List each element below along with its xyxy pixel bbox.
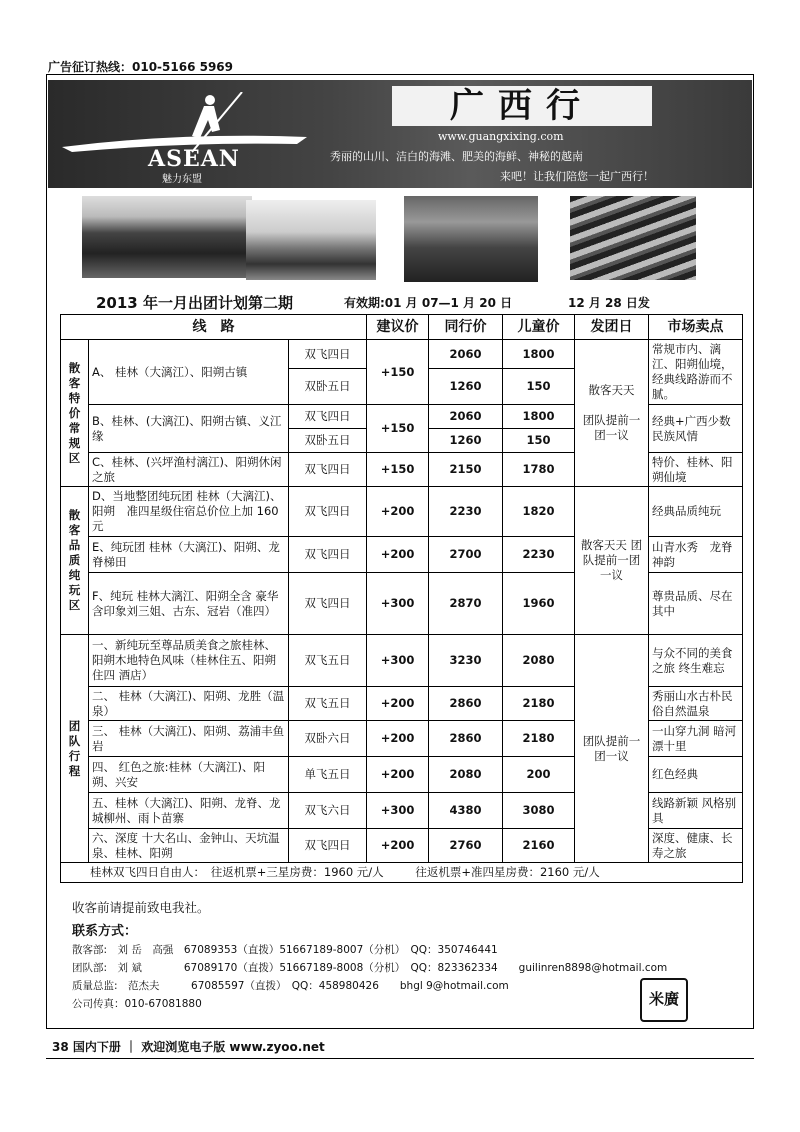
transport: 双飞四日 <box>289 340 367 369</box>
peer-price: 4380 <box>429 793 503 829</box>
header-peer: 同行价 <box>429 315 503 340</box>
selling-point: 山青水秀 龙脊神韵 <box>649 537 743 573</box>
route: 四、 红色之旅:桂林（大漓江)、阳朔、兴安 <box>89 757 289 793</box>
child-price: 2230 <box>503 537 575 573</box>
transport: 双飞四日 <box>289 405 367 429</box>
table-footer-row <box>61 863 743 883</box>
contact-title: 联系方式： <box>72 924 138 939</box>
suggested-price: +150 <box>367 340 429 405</box>
photo-rice-terraces <box>570 196 696 280</box>
photo-bamboo-raft <box>404 196 538 282</box>
transport: 单飞五日 <box>289 757 367 793</box>
hotline: 广告征订热线：010-5166 5969 <box>48 60 234 74</box>
header-selling: 市场卖点 <box>649 315 743 340</box>
table-row <box>61 487 743 537</box>
selling-point: 特价、桂林、阳朔仙境 <box>649 453 743 487</box>
header-route: 线 路 <box>61 315 367 340</box>
brand-asean: ASEAN <box>148 146 240 172</box>
transport: 双飞六日 <box>289 793 367 829</box>
suggested-price: +200 <box>367 687 429 721</box>
suggested-price: +200 <box>367 487 429 537</box>
suggested-price: +200 <box>367 721 429 757</box>
suggested-price: +300 <box>367 635 429 687</box>
banner-slogan: 来吧！让我们陪您一起广西行！ <box>500 170 654 183</box>
transport: 双飞四日 <box>289 829 367 863</box>
peer-price: 2060 <box>429 405 503 429</box>
child-price: 2180 <box>503 721 575 757</box>
peer-price: 2860 <box>429 721 503 757</box>
contact-line-quality[interactable]: 质量总监: 范杰夫 67085597（直拨） QQ：458980426 bhgl 9@hotmail.com <box>72 980 509 992</box>
peer-price: 1260 <box>429 429 503 453</box>
banner-slogan: 秀丽的山川、洁白的海滩、肥美的海鲜、神秘的越南 <box>330 150 583 163</box>
header-depart: 发团日 <box>575 315 649 340</box>
selling-point: 常规市内、漓江、阳朔仙境，经典线路游而不腻。 <box>649 340 743 405</box>
child-price: 2180 <box>503 687 575 721</box>
transport: 双卧五日 <box>289 369 367 405</box>
suggested-price: +200 <box>367 757 429 793</box>
suggested-price: +200 <box>367 829 429 863</box>
valid-period: 有效期:01 月 07—1 月 20 日 <box>344 296 513 310</box>
route: D、当地整团纯玩团 桂林（大漓江)、阳朔 准四星级住宿总价位上加 160 元 <box>89 487 289 537</box>
transport: 双卧六日 <box>289 721 367 757</box>
issue-date: 12 月 28 日发 <box>568 296 650 310</box>
banner-url[interactable]: www.guangxixing.com <box>438 130 564 143</box>
footer-divider <box>46 1058 754 1059</box>
child-price: 1800 <box>503 405 575 429</box>
table-header <box>61 315 743 340</box>
child-price: 1820 <box>503 487 575 537</box>
selling-point: 秀丽山水古朴民俗自然温泉 <box>649 687 743 721</box>
header-child: 儿童价 <box>503 315 575 340</box>
free-traveler-3star: 桂林双飞四日自由人： 往返机票+三星房费：1960 元/人 <box>90 865 384 879</box>
peer-price: 2760 <box>429 829 503 863</box>
peer-price: 3230 <box>429 635 503 687</box>
category-scatter: 散 客 特 价 常 规 区 <box>61 340 89 487</box>
free-traveler-note <box>61 863 743 883</box>
route: 三、 桂林（大漓江)、阳朔、荔浦丰鱼岩 <box>89 721 289 757</box>
depart-day: 散客天天 团队提前一团一议 <box>575 487 649 635</box>
route: A、 桂林（大漓江）、阳朔古镇 <box>89 340 289 405</box>
selling-point: 与众不同的美食之旅 终生难忘 <box>649 635 743 687</box>
tour-price-table <box>60 314 743 883</box>
selling-point: 经典品质纯玩 <box>649 487 743 537</box>
route: E、纯玩团 桂林（大漓江)、阳朔、龙脊梯田 <box>89 537 289 573</box>
suggested-price: +200 <box>367 537 429 573</box>
plan-title: 2013 年一月出团计划第二期 <box>96 294 293 312</box>
peer-price: 2060 <box>429 340 503 369</box>
table-row <box>61 340 743 369</box>
category-group: 团 队 行 程 <box>61 635 89 863</box>
transport: 双飞五日 <box>289 687 367 721</box>
selling-point: 红色经典 <box>649 757 743 793</box>
contact-line-individual: 散客部: 刘 岳 高强 67089353（直拨）51667189-8007（分机） QQ：350746441 <box>72 944 498 956</box>
peer-price: 1260 <box>429 369 503 405</box>
photo-elephant-hill <box>82 196 252 278</box>
child-price: 150 <box>503 369 575 405</box>
child-price: 1780 <box>503 453 575 487</box>
route: 一、新纯玩至尊品质美食之旅桂林、阳朔木地特色风味（桂林住五、阳朔住四 酒店） <box>89 635 289 687</box>
route: B、桂林、(大漓江)、阳朔古镇、义江缘 <box>89 405 289 453</box>
depart-day: 团队提前一团一议 <box>575 635 649 863</box>
child-price: 150 <box>503 429 575 453</box>
suggested-price: +150 <box>367 453 429 487</box>
transport: 双飞五日 <box>289 635 367 687</box>
selling-point: 经典+广西少数民族风情 <box>649 405 743 453</box>
route: 五、桂林（大漓江)、阳朔、龙脊、龙城柳州、雨卜苗寨 <box>89 793 289 829</box>
header-suggested: 建议价 <box>367 315 429 340</box>
transport: 双飞四日 <box>289 537 367 573</box>
transport: 双飞四日 <box>289 453 367 487</box>
transport: 双卧五日 <box>289 429 367 453</box>
peer-price: 2870 <box>429 573 503 635</box>
brand-subtitle: 魅力东盟 <box>162 174 202 185</box>
child-price: 1800 <box>503 340 575 369</box>
peer-price: 2150 <box>429 453 503 487</box>
selling-point: 尊贵品质、尽在其中 <box>649 573 743 635</box>
peer-price: 2860 <box>429 687 503 721</box>
child-price: 200 <box>503 757 575 793</box>
peer-price: 2080 <box>429 757 503 793</box>
suggested-price: +150 <box>367 405 429 453</box>
route: 二、 桂林（大漓江)、阳朔、龙胜（温泉） <box>89 687 289 721</box>
transport: 双飞四日 <box>289 573 367 635</box>
route: F、纯玩 桂林大漓江、阳朔全含 豪华含印象刘三姐、古东、冠岩（准四） <box>89 573 289 635</box>
peer-price: 2700 <box>429 537 503 573</box>
suggested-price: +300 <box>367 793 429 829</box>
selling-point: 线路新颖 风格别具 <box>649 793 743 829</box>
banner-title: 广西行 <box>392 86 652 126</box>
contact-line-fax: 公司传真：010-67081880 <box>72 998 202 1010</box>
child-price: 2080 <box>503 635 575 687</box>
child-price: 1960 <box>503 573 575 635</box>
selling-point: 一山穿九洞 暗河漂十里 <box>649 721 743 757</box>
route: 六、深度 十大名山、金钟山、天坑温泉、桂林、阳朔 <box>89 829 289 863</box>
transport: 双飞四日 <box>289 487 367 537</box>
page-footer: 38 国内下册 ｜ 欢迎浏览电子版 www.zyoo.net <box>52 1040 325 1054</box>
table-row <box>61 635 743 687</box>
selling-point: 深度、健康、长寿之旅 <box>649 829 743 863</box>
category-quality: 散 客 品 质 纯 玩 区 <box>61 487 89 635</box>
suggested-price: +300 <box>367 573 429 635</box>
contact-line-group[interactable]: 团队部: 刘 斌 67089170（直拨）51667189-8008（分机） QQ：823362334 guilinren8898@hotmail.com <box>72 962 668 974</box>
notice: 收客前请提前致电我社。 <box>72 900 210 915</box>
photo-fisherman <box>246 200 376 280</box>
child-price: 3080 <box>503 793 575 829</box>
child-price: 2160 <box>503 829 575 863</box>
peer-price: 2230 <box>429 487 503 537</box>
company-seal-logo: 米廣 <box>640 978 688 1022</box>
free-traveler-4star: 往返机票+准四星房费：2160 元/人 <box>415 865 600 879</box>
route: C、桂林、(兴坪渔村漓江)、阳朔休闲之旅 <box>89 453 289 487</box>
depart-day: 散客天天 团队提前一团一议 <box>575 340 649 487</box>
